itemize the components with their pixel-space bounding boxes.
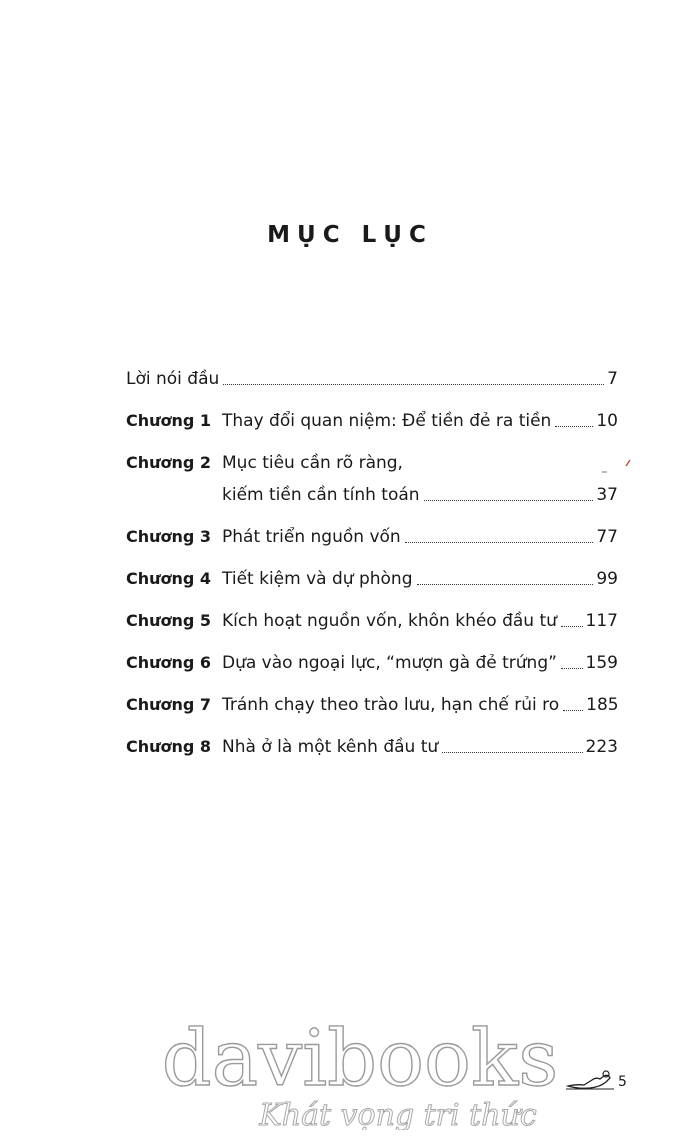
toc-entry-page: 99 [596, 569, 618, 589]
toc-entry-page: 117 [585, 611, 618, 631]
toc-entry-preface[interactable] [126, 368, 618, 390]
toc-entry-page: 159 [585, 653, 618, 673]
toc-leader [405, 542, 594, 543]
reading-figure-icon [566, 1068, 616, 1092]
toc-entry-chapter-6[interactable] [126, 652, 618, 674]
toc-leader [417, 584, 594, 585]
watermark-brand: davibooks [161, 1014, 559, 1104]
davibooks-watermark [150, 1010, 570, 1130]
toc-entry-title: Lời nói đầu [126, 369, 220, 389]
toc-leader [561, 668, 583, 669]
print-speck [624, 458, 632, 468]
toc-leader [223, 384, 604, 385]
toc-chapter-label: Chương 1 [126, 411, 212, 430]
toc-leader [563, 710, 583, 711]
toc-leader [555, 426, 593, 427]
toc-entry-title: Dựa vào ngoại lực, “mượn gà đẻ trứng” [222, 653, 557, 673]
toc-chapter-label: Chương 7 [126, 695, 212, 714]
toc-entry-chapter-2-line1[interactable] [126, 452, 618, 474]
toc-entry-page: 37 [596, 485, 618, 505]
page-number: 5 [618, 1074, 627, 1090]
toc-entry-chapter-7[interactable] [126, 694, 618, 716]
toc-entry-title: kiếm tiền cần tính toán [222, 485, 420, 505]
toc-chapter-label: Chương 5 [126, 611, 212, 630]
toc-entry-title-line1: Mục tiêu cần rõ ràng, [222, 453, 403, 473]
toc-leader [442, 752, 582, 753]
toc-entry-title: Phát triển nguồn vốn [222, 527, 401, 547]
toc-entry-title: Tiết kiệm và dự phòng [222, 569, 413, 589]
toc-entry-page: 77 [596, 527, 618, 547]
toc-chapter-label: Chương 6 [126, 653, 212, 672]
toc-entry-title: Nhà ở là một kênh đầu tư [222, 737, 439, 757]
toc-entry-page: 10 [596, 411, 618, 431]
page-title: MỤC LỤC [267, 222, 433, 248]
toc-leader [424, 500, 594, 501]
toc-entry-chapter-2[interactable] [126, 484, 618, 506]
toc-entry-page: 185 [586, 695, 619, 715]
toc-entry-title: Thay đổi quan niệm: Để tiền đẻ ra tiền [222, 411, 552, 431]
toc-entry-page: 7 [607, 369, 618, 389]
toc-entry-title: Tránh chạy theo trào lưu, hạn chế rủi ro [222, 695, 560, 715]
toc-entry-chapter-8[interactable] [126, 736, 618, 758]
toc-chapter-label: Chương 4 [126, 569, 212, 588]
toc-entry-chapter-4[interactable] [126, 568, 618, 590]
toc-chapter-label: Chương 2 [126, 453, 212, 472]
toc-entry-chapter-3[interactable] [126, 526, 618, 548]
toc-entry-title: Kích hoạt nguồn vốn, khôn khéo đầu tư [222, 611, 557, 631]
toc-entry-chapter-5[interactable] [126, 610, 618, 632]
toc-entry-chapter-1[interactable] [126, 410, 618, 432]
watermark-slogan: Khát vọng tri thức [259, 1098, 537, 1130]
toc-chapter-label: Chương 8 [126, 737, 212, 756]
toc-chapter-label: Chương 3 [126, 527, 212, 546]
toc-entry-page: 223 [585, 737, 618, 757]
toc-leader [561, 626, 583, 627]
print-speck [602, 470, 608, 474]
